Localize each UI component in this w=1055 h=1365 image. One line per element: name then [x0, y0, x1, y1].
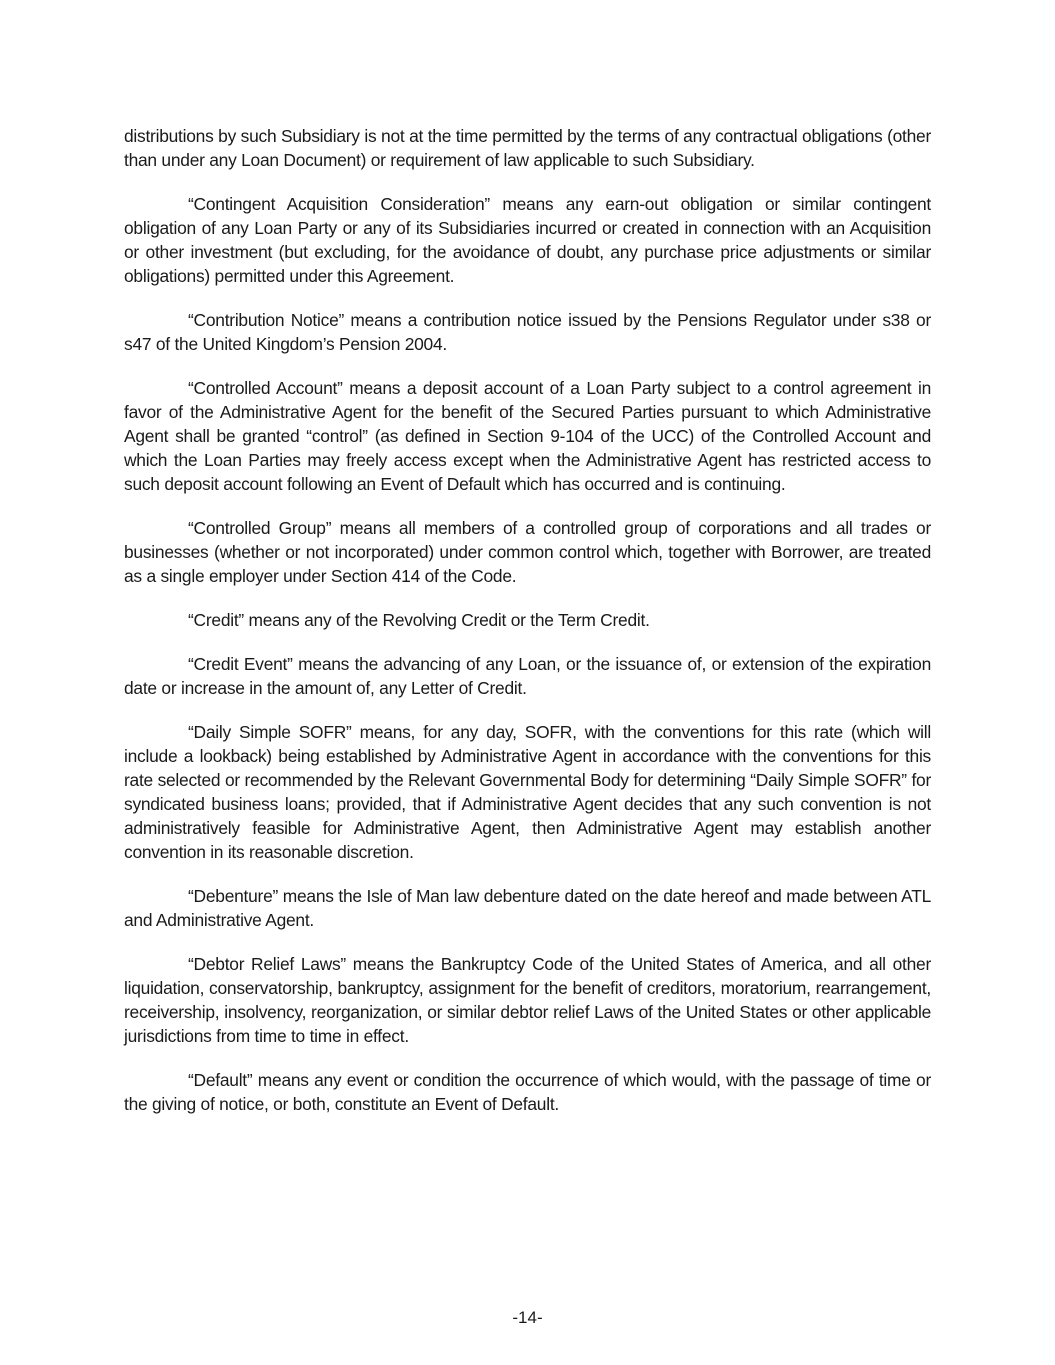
definition-credit: “Credit” means any of the Revolving Credit or the Term Credit.	[188, 610, 650, 630]
definition-controlled-account: “Controlled Account” means a deposit account of a Loan Party subject to a control agreement in favor of the Administrative Agent for the benefit of the Secured Parties pursuant to which Administrative Agent shall be granted “control” (as defined in Section 9-104 of the UCC) of the Controlled Account and which the Loan Parties may freely access except when the Administrative Agent has restricted access to such deposit account following an Event of Default which has occurred and is continuing.	[124, 378, 931, 494]
definition-controlled-group: “Controlled Group” means all members of a controlled group of corporations and all trades or businesses (whether or not incorporated) under common control which, together with Borrower, are treated as a single employer under Section 414 of the Code.	[124, 518, 931, 586]
definition-contribution-notice: “Contribution Notice” means a contribution notice issued by the Pensions Regulator under s38 or s47 of the United Kingdom’s Pension 2004.	[124, 310, 931, 354]
definition-contingent-acquisition-consideration: “Contingent Acquisition Consideration” means any earn-out obligation or similar contingent obligation of any Loan Party or any of its Subsidiaries incurred or created in connection with an Acquisition or other investment (but excluding, for the avoidance of doubt, any purchase price adjustments or similar obligations) permitted under this Agreement.	[124, 194, 931, 286]
definition-daily-simple-sofr: “Daily Simple SOFR” means, for any day, SOFR, with the conventions for this rate (which will include a lookback) being established by Administrative Agent in accordance with the conventions for this rate selected or recommended by the Relevant Governmental Body for determining “Daily Simple SOFR” for syndicated business loans; provided, that if Administrative Agent decides that any such convention is not administratively feasible for Administrative Agent, then Administrative Agent may establish another convention in its reasonable discretion.	[124, 722, 931, 862]
definition-debtor-relief-laws: “Debtor Relief Laws” means the Bankruptcy Code of the United States of America, and all other liquidation, conservatorship, bankruptcy, assignment for the benefit of creditors, moratorium, rearrangement, receivership, insolvency, reorganization, or similar debtor relief Laws of the United States or other applicable jurisdictions from time to time in effect.	[124, 954, 931, 1046]
page-number: -14-	[512, 1308, 543, 1327]
definition-credit-event: “Credit Event” means the advancing of any Loan, or the issuance of, or extension of the expiration date or increase in the amount of, any Letter of Credit.	[124, 654, 931, 698]
definition-default: “Default” means any event or condition the occurrence of which would, with the passage of time or the giving of notice, or both, constitute an Event of Default.	[124, 1070, 931, 1114]
document-body	[124, 124, 931, 1136]
paragraph-continuation: distributions by such Subsidiary is not at the time permitted by the terms of any contractual obligations (other than under any Loan Document) or requirement of law applicable to such Subsidiary.	[124, 126, 931, 170]
definition-debenture: “Debenture” means the Isle of Man law debenture dated on the date hereof and made between ATL and Administrative Agent.	[124, 886, 931, 930]
